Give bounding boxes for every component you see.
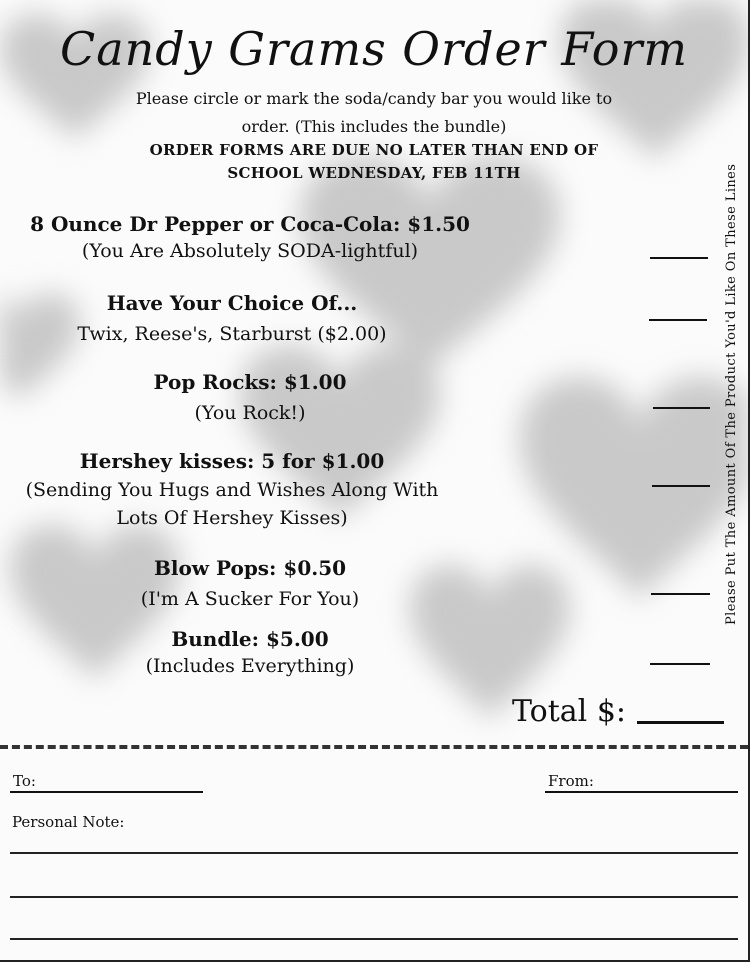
quantity-line-hershey[interactable] bbox=[652, 485, 710, 487]
quantity-line-pop-rocks[interactable] bbox=[653, 407, 710, 409]
note-line-3[interactable] bbox=[10, 938, 738, 940]
item-choice[interactable] bbox=[0, 291, 464, 345]
quantity-line-soda[interactable] bbox=[650, 257, 708, 259]
item-pop-rocks[interactable] bbox=[70, 370, 430, 424]
item-choice-desc: Twix, Reese's, Starburst ($2.00) bbox=[77, 323, 387, 345]
quantity-line-blow-pops[interactable] bbox=[651, 593, 710, 595]
total-label: Total $: bbox=[512, 694, 627, 729]
item-pop-rocks-name: Pop Rocks: $1.00 bbox=[153, 370, 347, 394]
item-blow-pops-name: Blow Pops: $0.50 bbox=[153, 556, 347, 580]
side-instruction: Please Put The Amount Of The Product You'd Like On These Lines bbox=[724, 163, 739, 625]
item-hershey[interactable] bbox=[0, 449, 464, 529]
item-bundle-name: Bundle: $5.00 bbox=[171, 627, 329, 651]
deadline-line-2: SCHOOL WEDNESDAY, FEB 11TH bbox=[227, 164, 521, 182]
from-label: From: bbox=[548, 772, 594, 790]
to-field-line[interactable] bbox=[10, 791, 203, 793]
item-hershey-desc: (Sending You Hugs and Wishes Along With bbox=[25, 479, 439, 501]
quantity-line-bundle[interactable] bbox=[650, 663, 710, 665]
instructions-line-2: order. (This includes the bundle) bbox=[241, 117, 507, 136]
item-bundle[interactable] bbox=[70, 627, 430, 677]
from-field-line[interactable] bbox=[545, 791, 738, 793]
item-soda-name: 8 Ounce Dr Pepper or Coca-Cola: $1.50 bbox=[30, 212, 470, 236]
cut-line bbox=[0, 745, 748, 749]
total-input-line[interactable] bbox=[637, 721, 724, 724]
quantity-line-choice[interactable] bbox=[649, 319, 707, 321]
item-blow-pops-desc: (I'm A Sucker For You) bbox=[140, 588, 360, 610]
item-bundle-desc: (Includes Everything) bbox=[145, 655, 355, 677]
note-line-1[interactable] bbox=[10, 852, 738, 854]
to-label: To: bbox=[13, 772, 36, 790]
note-line-2[interactable] bbox=[10, 896, 738, 898]
item-choice-name: Have Your Choice Of... bbox=[106, 291, 358, 315]
personal-note-label: Personal Note: bbox=[12, 813, 125, 831]
item-hershey-desc-2: Lots Of Hershey Kisses) bbox=[116, 507, 348, 529]
item-pop-rocks-desc: (You Rock!) bbox=[194, 402, 306, 424]
item-soda-desc: (You Are Absolutely SODA-lightful) bbox=[81, 240, 419, 262]
deadline-line-1: ORDER FORMS ARE DUE NO LATER THAN END OF bbox=[149, 141, 599, 159]
item-blow-pops[interactable] bbox=[70, 556, 430, 610]
item-soda[interactable] bbox=[20, 212, 480, 262]
item-hershey-name: Hershey kisses: 5 for $1.00 bbox=[79, 449, 385, 473]
form-title: Candy Grams Order Form bbox=[60, 22, 688, 76]
instructions-line-1: Please circle or mark the soda/candy bar you would like to bbox=[135, 89, 613, 108]
